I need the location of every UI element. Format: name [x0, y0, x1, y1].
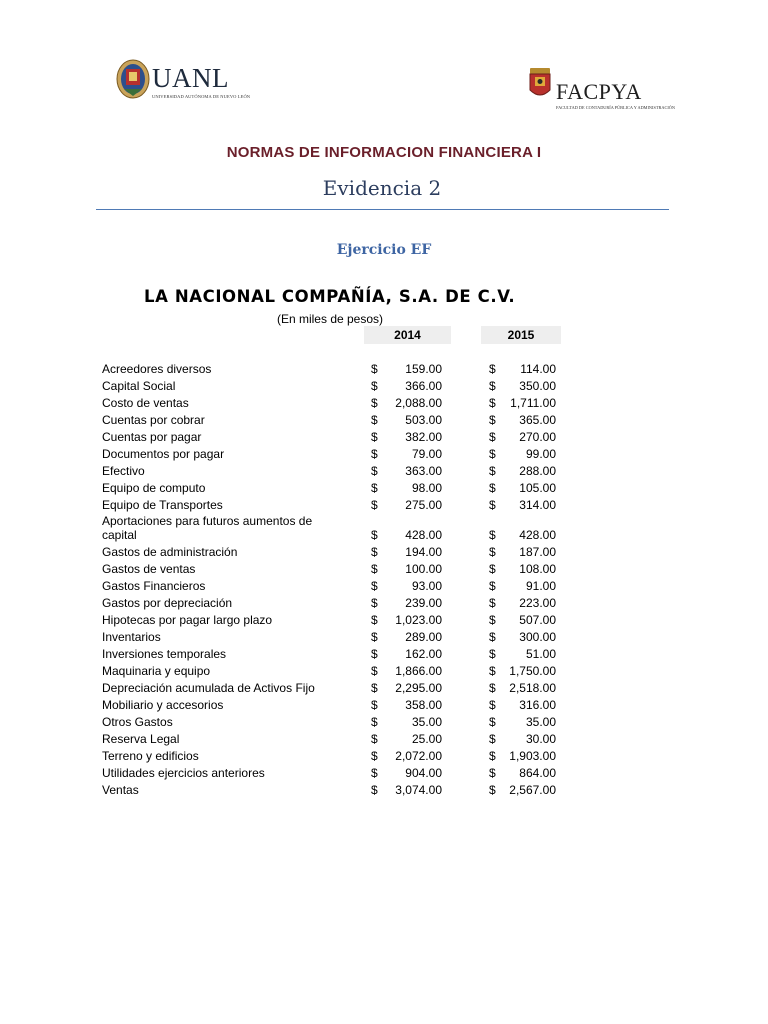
- currency-symbol-2015: $: [489, 681, 496, 695]
- currency-symbol-2014: $: [371, 766, 378, 780]
- amount-2014: 2,295.00: [395, 681, 442, 695]
- currency-symbol-2014: $: [371, 715, 378, 729]
- table-row: [0, 429, 768, 446]
- amount-2015: 91.00: [525, 579, 556, 593]
- amount-2015: 30.00: [525, 732, 556, 746]
- table-row: [0, 514, 768, 544]
- currency-symbol-2015: $: [489, 498, 496, 512]
- amount-2015: 1,903.00: [509, 749, 556, 763]
- table-row: [0, 680, 768, 697]
- amount-2015: 2,518.00: [509, 681, 556, 695]
- facpya-crest-icon: [528, 66, 552, 102]
- amount-2015: 864.00: [519, 766, 556, 780]
- amount-2015: 507.00: [519, 613, 556, 627]
- table-row: [0, 731, 768, 748]
- account-label: Gastos por depreciación: [102, 596, 233, 610]
- amount-2014: 366.00: [405, 379, 442, 393]
- currency-symbol-2014: $: [371, 749, 378, 763]
- accounts-table: [0, 361, 768, 799]
- amount-2014: 275.00: [405, 498, 442, 512]
- table-row: [0, 378, 768, 395]
- currency-symbol-2015: $: [489, 562, 496, 576]
- table-row: [0, 765, 768, 782]
- currency-symbol-2015: $: [489, 766, 496, 780]
- amount-2014: 3,074.00: [395, 783, 442, 797]
- uanl-logo-subtitle: UNIVERSIDAD AUTÓNOMA DE NUEVO LEÓN: [152, 94, 251, 99]
- amount-2014: 428.00: [405, 528, 442, 542]
- amount-2014: 2,088.00: [395, 396, 442, 410]
- currency-symbol-2015: $: [489, 647, 496, 661]
- account-label: Efectivo: [102, 464, 145, 478]
- exercise-title: Ejercicio EF: [336, 242, 432, 258]
- amount-2014: 194.00: [405, 545, 442, 559]
- currency-symbol-2014: $: [371, 362, 378, 376]
- currency-symbol-2014: $: [371, 545, 378, 559]
- amount-2014: 503.00: [405, 413, 442, 427]
- table-row: [0, 361, 768, 378]
- amount-2015: 428.00: [519, 528, 556, 542]
- currency-symbol-2014: $: [371, 579, 378, 593]
- currency-symbol-2014: $: [371, 413, 378, 427]
- account-label: Gastos Financieros: [102, 579, 206, 593]
- amount-2015: 314.00: [519, 498, 556, 512]
- amount-2015: 187.00: [519, 545, 556, 559]
- table-row: [0, 463, 768, 480]
- currency-symbol-2015: $: [489, 362, 496, 376]
- amount-2015: 99.00: [525, 447, 556, 461]
- currency-symbol-2014: $: [371, 562, 378, 576]
- currency-symbol-2015: $: [489, 579, 496, 593]
- account-label: Costo de ventas: [102, 396, 189, 410]
- amount-2014: 100.00: [405, 562, 442, 576]
- course-title: NORMAS DE INFORMACION FINANCIERA I: [226, 144, 542, 161]
- account-label: Depreciación acumulada de Activos Fijo: [102, 681, 315, 695]
- account-label: Maquinaria y equipo: [102, 664, 211, 678]
- amount-2014: 159.00: [405, 362, 442, 376]
- currency-symbol-2014: $: [371, 498, 378, 512]
- table-row: [0, 395, 768, 412]
- currency-symbol-2015: $: [489, 396, 496, 410]
- account-label: Utilidades ejercicios anteriores: [102, 766, 265, 780]
- currency-symbol-2015: $: [489, 379, 496, 393]
- account-label: Reserva Legal: [102, 732, 180, 746]
- amount-2015: 223.00: [519, 596, 556, 610]
- evidence-title: Evidencia 2: [322, 176, 442, 200]
- account-label: Cuentas por pagar: [102, 430, 202, 444]
- facpya-logo-subtitle: FACULTAD DE CONTADURÍA PÚBLICA Y ADMINISTRACIÓN: [556, 105, 675, 110]
- account-label: Inversiones temporales: [102, 647, 227, 661]
- currency-symbol-2014: $: [371, 379, 378, 393]
- currency-symbol-2014: $: [371, 732, 378, 746]
- units-note: (En miles de pesos): [276, 312, 384, 326]
- currency-symbol-2014: $: [371, 481, 378, 495]
- amount-2014: 2,072.00: [395, 749, 442, 763]
- currency-symbol-2015: $: [489, 481, 496, 495]
- currency-symbol-2015: $: [489, 630, 496, 644]
- currency-symbol-2015: $: [489, 749, 496, 763]
- currency-symbol-2015: $: [489, 596, 496, 610]
- amount-2015: 288.00: [519, 464, 556, 478]
- amount-2014: 162.00: [405, 647, 442, 661]
- currency-symbol-2015: $: [489, 783, 496, 797]
- table-row: [0, 578, 768, 595]
- currency-symbol-2014: $: [371, 447, 378, 461]
- account-label: Acreedores diversos: [102, 362, 212, 376]
- currency-symbol-2014: $: [371, 613, 378, 627]
- account-label: Terreno y edificios: [102, 749, 199, 763]
- currency-symbol-2014: $: [371, 596, 378, 610]
- currency-symbol-2014: $: [371, 630, 378, 644]
- amount-2014: 98.00: [411, 481, 442, 495]
- amount-2015: 105.00: [519, 481, 556, 495]
- currency-symbol-2015: $: [489, 464, 496, 478]
- currency-symbol-2015: $: [489, 528, 496, 542]
- table-row: [0, 412, 768, 429]
- currency-symbol-2015: $: [489, 698, 496, 712]
- account-label: Documentos por pagar: [102, 447, 225, 461]
- table-row: [0, 629, 768, 646]
- account-label: Inventarios: [102, 630, 161, 644]
- table-row: [0, 782, 768, 799]
- account-label: Hipotecas por pagar largo plazo: [102, 613, 273, 627]
- table-row: [0, 697, 768, 714]
- table-row: [0, 480, 768, 497]
- account-label: Mobiliario y accesorios: [102, 698, 224, 712]
- currency-symbol-2015: $: [489, 447, 496, 461]
- amount-2015: 350.00: [519, 379, 556, 393]
- title-divider: [96, 209, 669, 210]
- currency-symbol-2015: $: [489, 545, 496, 559]
- currency-symbol-2014: $: [371, 647, 378, 661]
- table-row: [0, 497, 768, 514]
- table-row: [0, 612, 768, 629]
- currency-symbol-2015: $: [489, 664, 496, 678]
- account-label: Equipo de Transportes: [102, 498, 223, 512]
- table-row: [0, 714, 768, 731]
- amount-2015: 114.00: [520, 362, 556, 376]
- amount-2014: 1,866.00: [395, 664, 442, 678]
- table-row: [0, 646, 768, 663]
- currency-symbol-2015: $: [489, 715, 496, 729]
- amount-2014: 35.00: [411, 715, 442, 729]
- currency-symbol-2014: $: [371, 783, 378, 797]
- amount-2015: 1,711.00: [510, 396, 556, 410]
- uanl-logo-name: UANL: [152, 63, 229, 93]
- amount-2015: 316.00: [519, 698, 556, 712]
- currency-symbol-2014: $: [371, 664, 378, 678]
- table-row: [0, 446, 768, 463]
- account-label: Cuentas por cobrar: [102, 413, 205, 427]
- facpya-logo-name: FACPYA: [556, 79, 642, 104]
- currency-symbol-2014: $: [371, 464, 378, 478]
- column-header-2014: 2014: [364, 326, 451, 344]
- amount-2015: 51.00: [525, 647, 556, 661]
- uanl-logo: [116, 58, 250, 100]
- currency-symbol-2014: $: [371, 698, 378, 712]
- amount-2014: 239.00: [405, 596, 442, 610]
- company-name: LA NACIONAL COMPAÑÍA, S.A. DE C.V.: [144, 287, 516, 306]
- account-label: Ventas: [102, 783, 139, 797]
- currency-symbol-2014: $: [371, 430, 378, 444]
- currency-symbol-2014: $: [371, 528, 378, 542]
- amount-2015: 2,567.00: [509, 783, 556, 797]
- currency-symbol-2015: $: [489, 613, 496, 627]
- table-row: [0, 748, 768, 765]
- amount-2015: 108.00: [519, 562, 556, 576]
- account-label: Aportaciones para futuros aumentos de capital: [102, 514, 313, 542]
- account-label: Gastos de ventas: [102, 562, 196, 576]
- account-label: Capital Social: [102, 379, 176, 393]
- account-label: Otros Gastos: [102, 715, 173, 729]
- amount-2014: 382.00: [405, 430, 442, 444]
- amount-2014: 358.00: [405, 698, 442, 712]
- table-row: [0, 663, 768, 680]
- amount-2015: 270.00: [519, 430, 556, 444]
- table-row: [0, 561, 768, 578]
- amount-2014: 25.00: [411, 732, 442, 746]
- table-row: [0, 544, 768, 561]
- account-label: Gastos de administración: [102, 545, 238, 559]
- amount-2014: 363.00: [405, 464, 442, 478]
- account-label: Equipo de computo: [102, 481, 206, 495]
- amount-2014: 904.00: [405, 766, 442, 780]
- amount-2014: 289.00: [405, 630, 442, 644]
- currency-symbol-2015: $: [489, 413, 496, 427]
- amount-2014: 1,023.00: [395, 613, 442, 627]
- currency-symbol-2015: $: [489, 732, 496, 746]
- currency-symbol-2015: $: [489, 430, 496, 444]
- currency-symbol-2014: $: [371, 681, 378, 695]
- uanl-crest-icon: [116, 58, 150, 100]
- amount-2015: 300.00: [519, 630, 556, 644]
- amount-2014: 79.00: [411, 447, 442, 461]
- amount-2015: 1,750.00: [509, 664, 556, 678]
- currency-symbol-2014: $: [371, 396, 378, 410]
- column-header-2015: 2015: [481, 326, 561, 344]
- table-row: [0, 595, 768, 612]
- amount-2014: 93.00: [411, 579, 442, 593]
- amount-2015: 35.00: [525, 715, 556, 729]
- facpya-logo: [528, 66, 675, 110]
- amount-2015: 365.00: [519, 413, 556, 427]
